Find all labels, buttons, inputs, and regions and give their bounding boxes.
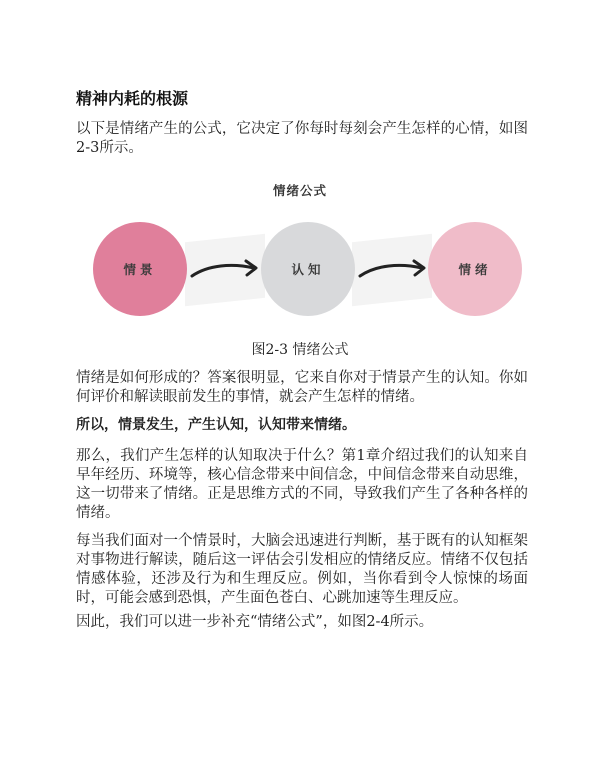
figure-title: 情绪公式 xyxy=(272,183,327,198)
node-cognition xyxy=(261,222,355,316)
curved-right-arrow-icon xyxy=(356,257,430,281)
paragraph-cognition-source: 那么，我们产生怎样的认知取决于什么？第1章介绍过我们的认知来自早年经历、环境等，核心信念带来中间信念，中间信念带来自动思维，这一切带来了情绪。正是思维方式的不同，导致我们产生了各种各样的情绪。 xyxy=(76,448,528,521)
node-label: 情绪 xyxy=(458,262,492,277)
node-label: 认知 xyxy=(291,262,325,277)
node-label: 情景 xyxy=(123,262,157,277)
arrow-backdrop xyxy=(185,234,265,306)
paragraph-intro: 以下是情绪产生的公式，它决定了你每时每刻会产生怎样的心情，如图2-3所示。 xyxy=(76,121,528,156)
paragraph-summary-bold: 所以，情景发生，产生认知，认知带来情绪。 xyxy=(76,417,356,433)
curved-right-arrow-icon xyxy=(188,257,262,281)
paragraph-emotion-origin: 情绪是如何形成的？答案很明显，它来自你对于情景产生的认知。你如何评价和解读眼前发生的事情，就会产生怎样的情绪。 xyxy=(76,370,528,405)
figure-caption: 图2-3 情绪公式 xyxy=(251,342,349,358)
node-situation xyxy=(93,222,187,316)
node-emotion xyxy=(428,222,522,316)
paragraph-conclusion: 因此，我们可以进一步补充“情绪公式”，如图2-4所示。 xyxy=(76,614,434,630)
paragraph-brain-judgment: 每当我们面对一个情景时，大脑会迅速进行判断，基于既有的认知框架对事物进行解读，随后这一评估会引发相应的情绪反应。情绪不仅包括情感体验，还涉及行为和生理反应。例如，当你看到令人惊悚的场面时，可能会感到恐惧，产生面色苍白、心跳加速等生理反应。 xyxy=(76,533,528,606)
arrow-backdrop xyxy=(352,234,432,306)
section-heading: 精神内耗的根源 xyxy=(76,89,189,108)
